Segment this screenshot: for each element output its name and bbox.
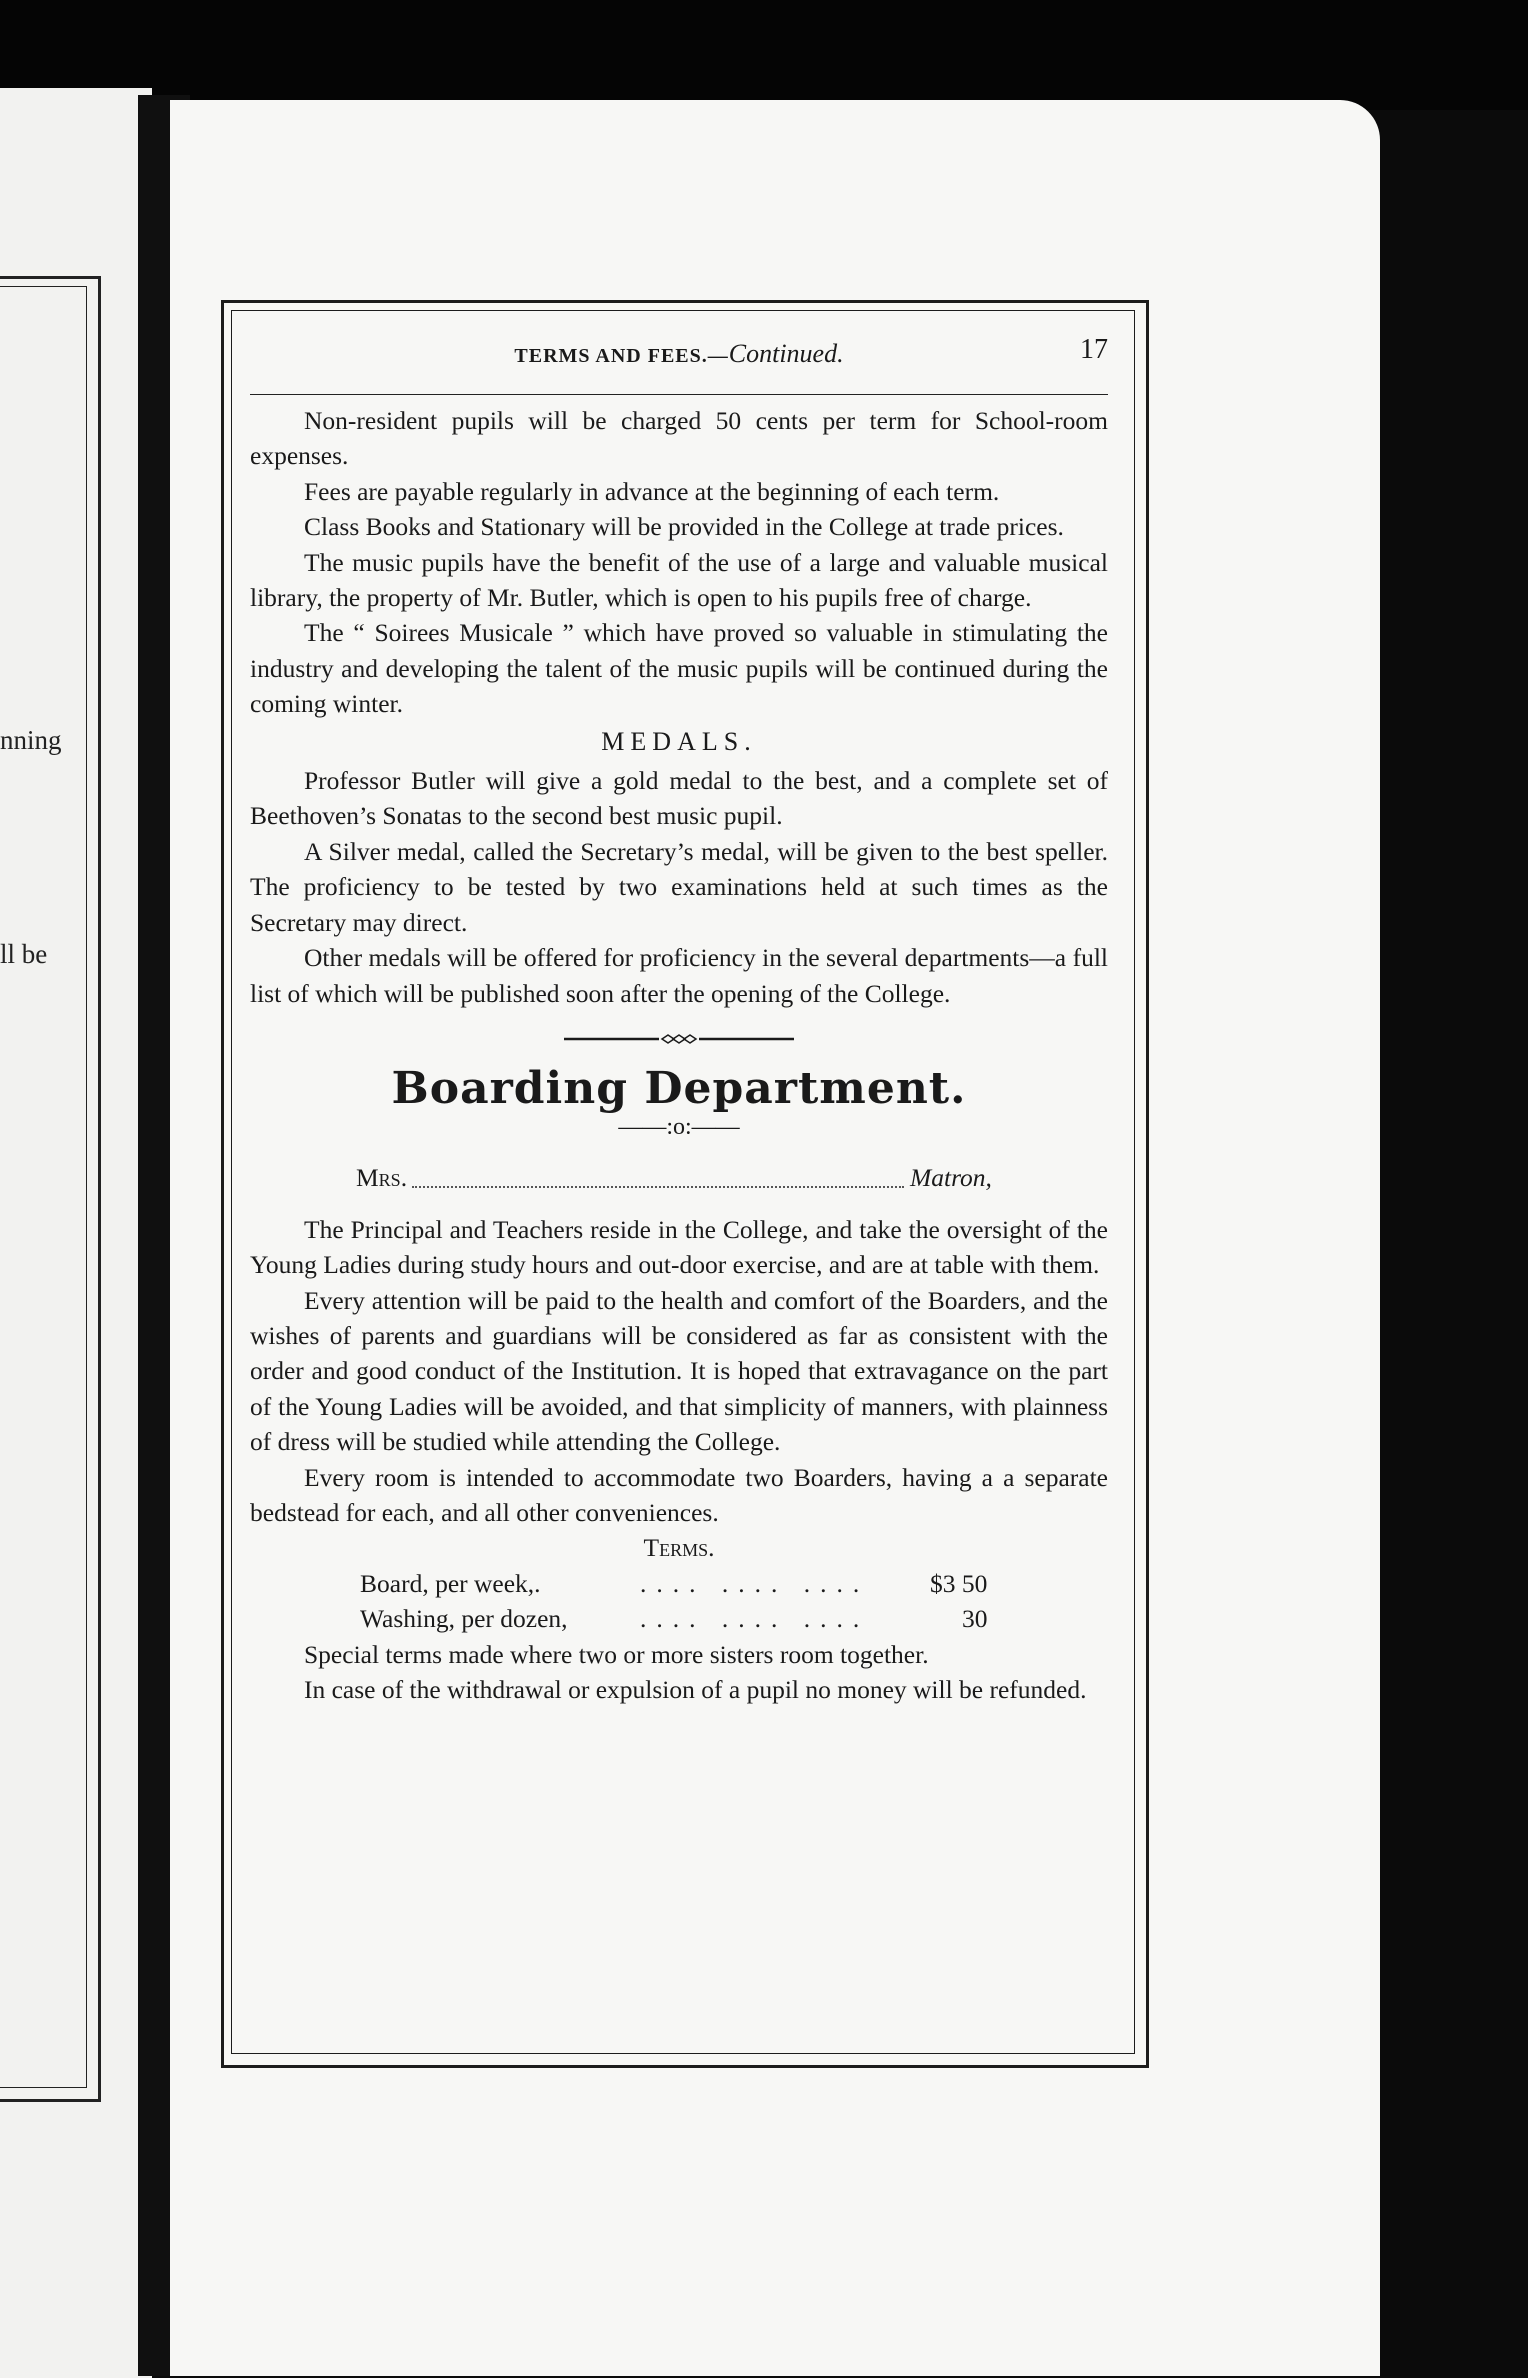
- running-title-continued: Continued.: [728, 339, 844, 368]
- terms-paragraph: Fees are payable regularly in advance at the beginning of each term.: [304, 476, 1000, 506]
- fee-leader: .... .... ....: [640, 1568, 870, 1598]
- left-page-fragment: ll be: [0, 939, 48, 969]
- page-content: [250, 330, 1108, 2030]
- fee-label: Washing, per dozen,: [360, 1604, 568, 1634]
- mrs-label: Mrs.: [356, 1162, 408, 1192]
- left-page: [0, 88, 152, 2378]
- ornament-divider: [564, 1033, 794, 1045]
- terms-paragraph: Class Books and Stationary will be provided in the College at trade prices.: [304, 512, 1064, 542]
- fee-row: [250, 1601, 1108, 1636]
- boarding-paragraph: The Principal and Teachers reside in the College, and take the oversight of the Young Ladies during study hours and out-door exercise, and are at table with them.: [250, 1214, 1108, 1280]
- running-header: [250, 330, 1108, 380]
- boarding-paragraph: Every attention will be paid to the health and comfort of the Boarders, and the wishes of parents and guardians will be considered as far as consistent with the order and good conduct of the Institution. It is hoped that extravagance on the part of the Young Ladies will be avoided, and that simplicity of manners, with plainness of dress will be studied while attending the College.: [250, 1285, 1108, 1457]
- terms-paragraph: The “ Soirees Musicale ” which have proved so valuable in stimulating the industry and developing the talent of the music pupils will be continued during the coming winter.: [250, 618, 1108, 719]
- page-number: 17: [1080, 334, 1108, 365]
- left-page-frame-inner: [0, 286, 87, 2088]
- medals-paragraph: Other medals will be offered for proficiency in the several departments—a full list of which will be published soon after the opening of the College.: [250, 943, 1108, 1008]
- fee-amount: 30: [962, 1604, 988, 1634]
- medals-paragraph: Professor Butler will give a gold medal to the best, and a complete set of Beethoven’s Sonatas to the second best music pupil.: [250, 766, 1108, 831]
- dotted-blank: [412, 1186, 904, 1188]
- boarding-paragraph: Every room is intended to accommodate two Boarders, having a a separate bedstead for each, and all other conveniences.: [250, 1462, 1108, 1527]
- fee-label: Board, per week,.: [360, 1568, 541, 1598]
- terms-label: Terms.: [643, 1533, 715, 1563]
- fee-amount: $3 50: [930, 1568, 988, 1598]
- matron-line: [250, 1160, 1108, 1200]
- left-page-fragment: nning: [0, 725, 62, 755]
- scan-background: [0, 0, 1528, 110]
- fee-row: [250, 1566, 1108, 1601]
- terms-paragraph: Non-resident pupils will be charged 50 cents per term for School-room expenses.: [250, 406, 1108, 471]
- boarding-department-title: Boarding Department.: [391, 1062, 967, 1114]
- header-rule: [250, 394, 1108, 395]
- running-title-text: TERMS AND FEES.—: [514, 345, 729, 367]
- closing-paragraph: Special terms made where two or more sisters room together.: [304, 1639, 929, 1669]
- running-title: [250, 336, 1108, 374]
- medals-paragraph: A Silver medal, called the Secretary’s medal, will be given to the best speller. The proficiency to be tested by two examinations held at such times as the Secretary may direct.: [250, 836, 1108, 937]
- closing-paragraph: In case of the withdrawal or expulsion of a pupil no money will be refunded.: [304, 1674, 1087, 1704]
- terms-paragraph: The music pupils have the benefit of the use of a large and valuable musical library, the property of Mr. Butler, which is open to his pupils free of charge.: [250, 547, 1108, 613]
- matron-label: Matron,: [910, 1162, 992, 1192]
- small-ornament: ——:o:——: [618, 1114, 740, 1141]
- fee-leader: .... .... ....: [640, 1604, 870, 1634]
- medals-heading: MEDALS.: [601, 726, 757, 756]
- scan-edge: [1380, 130, 1528, 2376]
